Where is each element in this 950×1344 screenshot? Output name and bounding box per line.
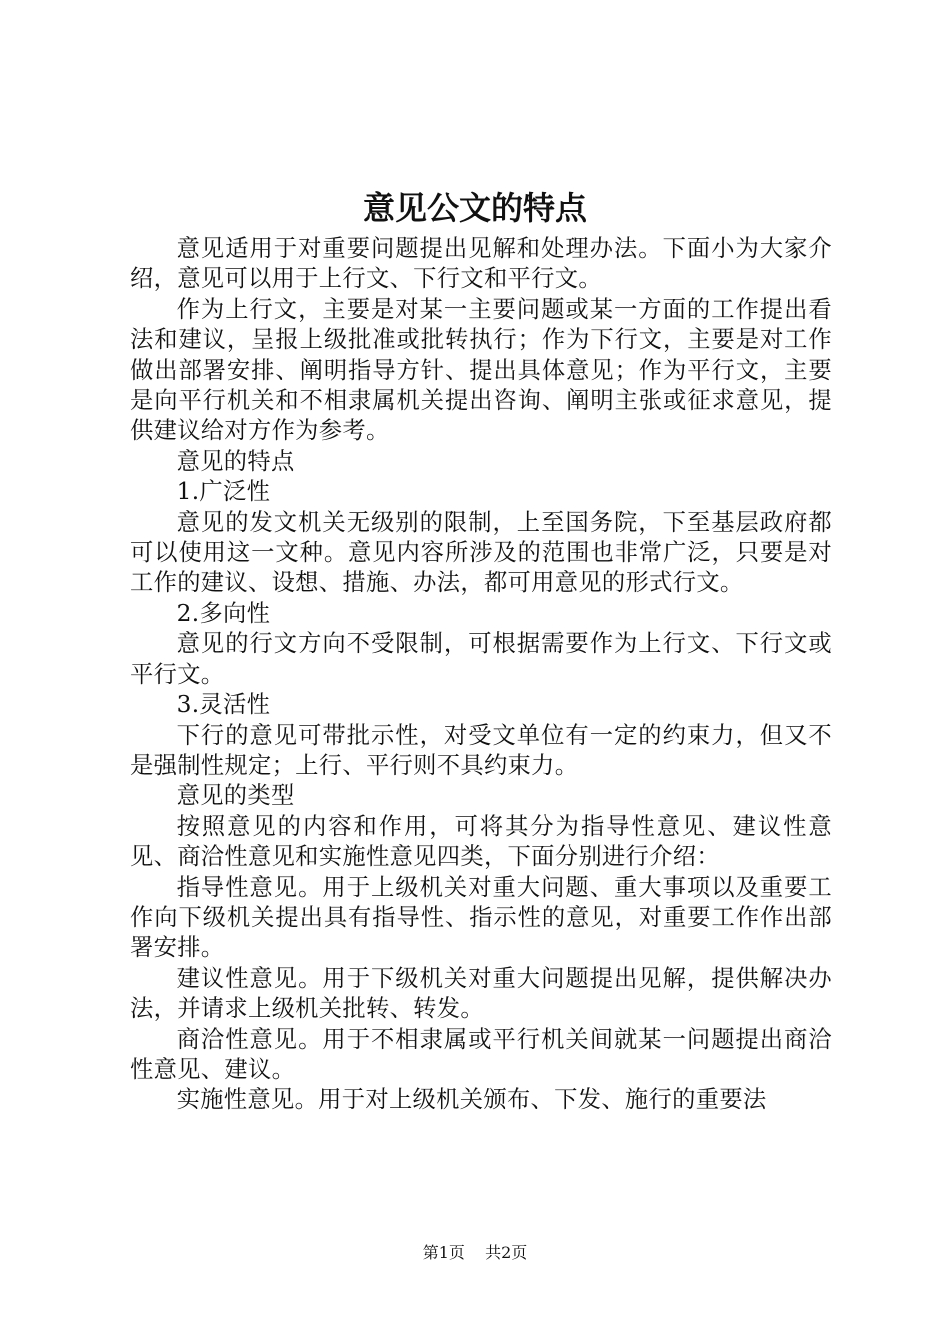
document-body <box>130 234 832 1116</box>
page-number: 第1页 <box>422 1243 465 1262</box>
page-footer <box>0 1242 950 1264</box>
paragraph: 意见适用于对重要问题提出见解和处理办法。下面小为大家介绍，意见可以用于上行文、下行文和平行文。 <box>130 235 832 293</box>
paragraph: 商洽性意见。用于不相隶属或平行机关间就某一问题提出商洽性意见、建议。 <box>130 1025 832 1083</box>
page-total: 共2页 <box>485 1243 528 1262</box>
paragraph: 意见的行文方向不受限制，可根据需要作为上行文、下行文或平行文。 <box>130 630 832 688</box>
subsection-heading: 1.广泛性 <box>176 478 271 506</box>
paragraph: 按照意见的内容和作用，可将其分为指导性意见、建议性意见、商洽性意见和实施性意见四类，下面分别进行介绍： <box>130 812 832 871</box>
paragraph: 作为上行文，主要是对某一主要问题或某一方面的工作提出看法和建议，呈报上级批准或批转执行；作为下行文，主要是对工作做出部署安排、阐明指导方针、提出具体意见；作为平行文，主要是向平行机关和不相隶属机关提出咨询、阐明主张或征求意见，提供建议给对方作为参考。 <box>130 295 832 445</box>
paragraph: 建议性意见。用于下级机关对重大问题提出见解，提供解决办法，并请求上级机关批转、转发。 <box>130 964 832 1023</box>
paragraph: 意见的发文机关无级别的限制，上至国务院，下至基层政府都可以使用这一文种。意见内容所涉及的范围也非常广泛，只要是对工作的建议、设想、措施、办法，都可用意见的形式行文。 <box>130 508 832 597</box>
section-heading: 意见的特点 <box>176 447 295 475</box>
paragraph: 实施性意见。用于对上级机关颁布、下发、施行的重要法 <box>176 1086 767 1114</box>
page-title: 意见公文的特点 <box>362 189 587 227</box>
paragraph: 下行的意见可带批示性，对受文单位有一定的约束力，但又不是强制性规定；上行、平行则不具约束力。 <box>130 721 832 779</box>
paragraph: 指导性意见。用于上级机关对重大问题、重大事项以及重要工作向下级机关提出具有指导性、指示性的意见，对重要工作作出部署安排。 <box>130 873 832 962</box>
section-heading: 意见的类型 <box>176 782 295 810</box>
subsection-heading: 2.多向性 <box>176 599 271 627</box>
subsection-heading: 3.灵活性 <box>176 691 271 719</box>
